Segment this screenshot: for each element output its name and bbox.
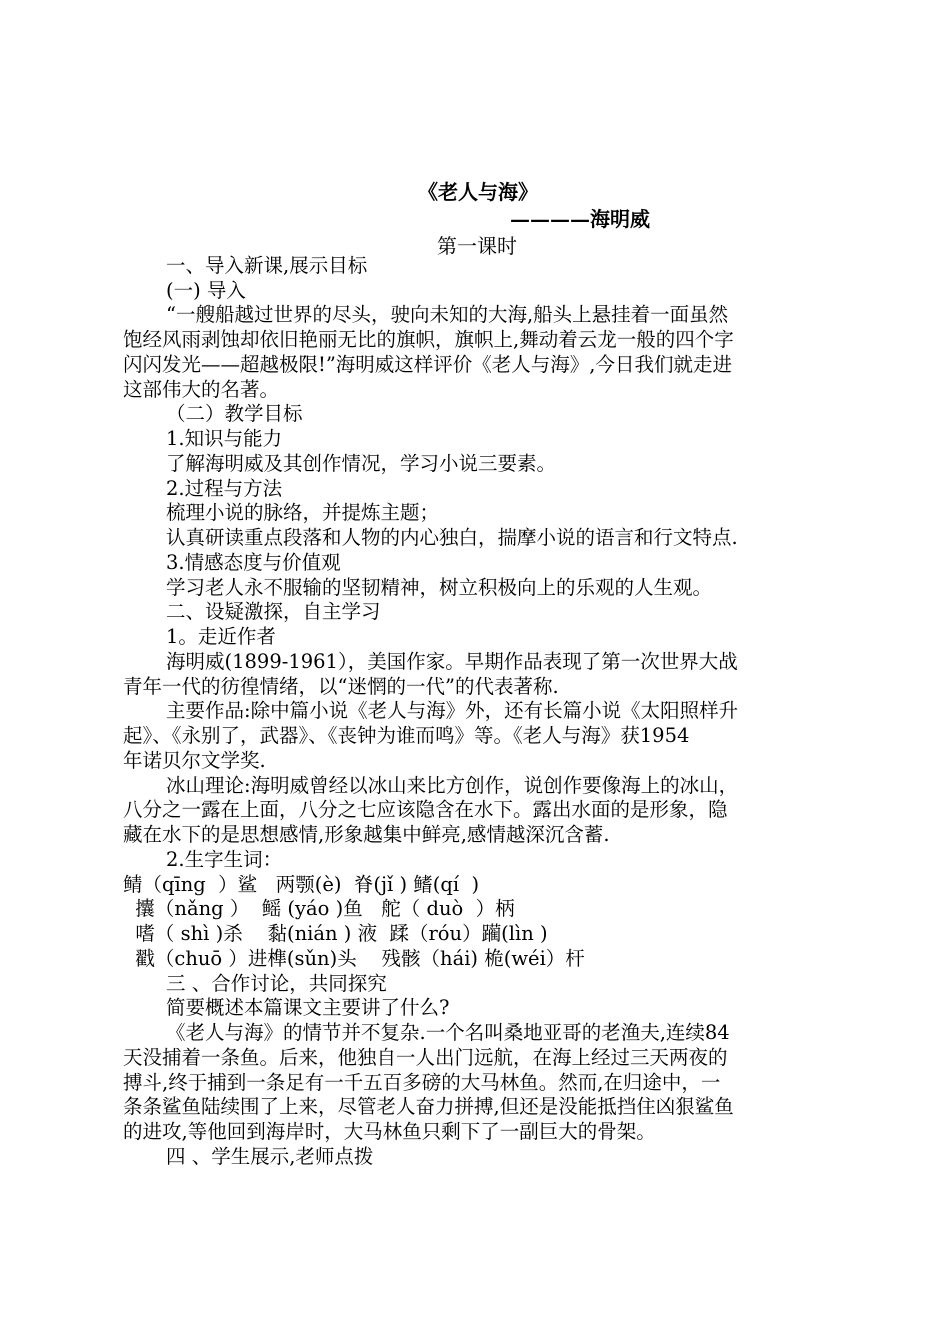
paragraph-line: 藏在水下的是思想感情,形象越集中鲜亮,感情越深沉含蓄. <box>123 823 610 846</box>
paragraph-line: 起》、《永别了，武器》、《丧钟为谁而鸣》等。《老人与海》获1954 <box>123 724 690 747</box>
section-heading: 四 、学生展示,老师点拨 <box>166 1145 374 1168</box>
paragraph-line: 了解海明威及其创作情况，学习小说三要素。 <box>166 452 557 475</box>
lesson-label: 第一课时 <box>437 234 517 258</box>
paragraph-line: 条条鲨鱼陆续围了上来，尽管老人奋力拼搏,但还是没能抵挡住凶狠鲨鱼 <box>123 1095 734 1118</box>
paragraph-line: “一艘船越过世界的尽头，驶向未知的大海,船头上悬挂着一面虽然 <box>166 303 729 326</box>
paragraph-line: 搏斗,终于捕到一条足有一千五百多磅的大马林鱼。然而,在归途中，一 <box>123 1071 721 1094</box>
vocab-line: 鲭（qīng ）鲨 两颚(è) 脊(jǐ ) 鳍(qí ) <box>123 873 480 896</box>
paragraph-line: 《老人与海》的情节并不复杂.一个名叫桑地亚哥的老渔夫,连续84 <box>166 1021 730 1044</box>
paragraph-line: 海明威(1899-1961），美国作家。早期作品表现了第一次世界大战 <box>166 650 738 673</box>
section-heading: 三 、合作讨论，共同探究 <box>166 972 387 995</box>
vocab-line: 攮（nǎng ） 鳐 (yáo )鱼 舵（ duò ）柄 <box>123 897 515 920</box>
paragraph-line: 天没捕着一条鱼。后来，他独自一人出门远航，在海上经过三天两夜的 <box>123 1046 728 1069</box>
subsection-heading: (一) 导入 <box>166 279 246 302</box>
paragraph-line: 闪闪发光——超越极限!”海明威这样评价《老人与海》,今日我们就走进 <box>123 353 733 376</box>
question-line: 简要概述本篇课文主要讲了什么? <box>166 996 450 1019</box>
paragraph-line: 年诺贝尔文学奖. <box>123 749 266 772</box>
subsection-heading: （二）教学目标 <box>166 402 303 425</box>
subsection-heading: 2.生字生词： <box>166 848 283 871</box>
paragraph-line: 学习老人永不服输的坚韧精神，树立积极向上的乐观的人生观。 <box>166 576 713 599</box>
paragraph-line: 认真研读重点段落和人物的内心独白，揣摩小说的语言和行文特点. <box>166 526 738 549</box>
paragraph-line: 这部伟大的名著。 <box>123 378 280 401</box>
paragraph-line: 梳理小说的脉络，并提炼主题； <box>166 501 440 524</box>
doc-author: ————海明威 <box>510 207 650 231</box>
paragraph-line: 冰山理论:海明威曾经以冰山来比方创作，说创作要像海上的冰山， <box>166 774 739 797</box>
vocab-line: 嗜（ shì )杀 黏(nián ) 液 蹂（róu）躏(lìn ) <box>123 922 548 945</box>
paragraph-line: 青年一代的彷徨情绪，以“迷惘的一代”的代表著称. <box>123 675 559 698</box>
section-heading: 一、导入新课,展示目标 <box>166 254 368 277</box>
paragraph-line: 主要作品:除中篇小说《老人与海》外，还有长篇小说《太阳照样升 <box>166 699 739 722</box>
doc-title: 《老人与海》 <box>418 180 538 204</box>
paragraph-line: 饱经风雨剥蚀却依旧艳丽无比的旗帜，旗帜上,舞动着云龙一般的四个字 <box>123 328 734 351</box>
goal-heading: 2.过程与方法 <box>166 477 283 500</box>
goal-heading: 1.知识与能力 <box>166 427 283 450</box>
vocab-line: 戳（chuō ）进榫(sǔn)头 残骸（hái) 桅(wéi）杆 <box>123 947 585 970</box>
paragraph-line: 八分之一露在上面，八分之七应该隐含在水下。露出水面的是形象，隐 <box>123 798 728 821</box>
subsection-heading: 1。走近作者 <box>166 625 276 648</box>
goal-heading: 3.情感态度与价值观 <box>166 551 341 574</box>
paragraph-line: 的进攻,等他回到海岸时，大马林鱼只剩下了一副巨大的骨架。 <box>123 1120 656 1143</box>
section-heading: 二、设疑激探，自主学习 <box>166 600 381 623</box>
